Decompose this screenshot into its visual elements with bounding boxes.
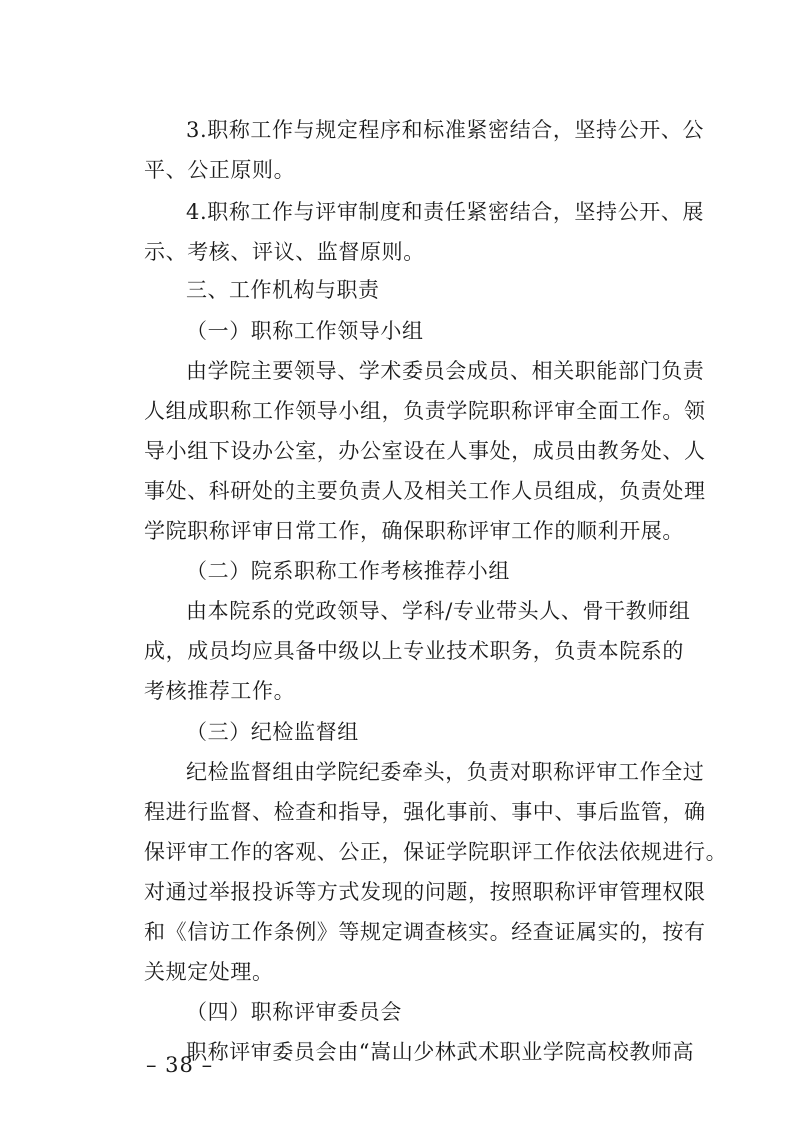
page-number: – 38 – [146, 1053, 214, 1077]
paragraph-line: 职称评审委员会由“嵩山少林武术职业学院高校教师高 [186, 1040, 695, 1064]
paragraph-line: 平、公正原则。 [144, 158, 296, 182]
paragraph-line: 事处、科研处的主要负责人及相关工作人员组成，负责处理 [144, 479, 706, 503]
subsection-heading: （三）纪检监督组 [186, 720, 359, 744]
paragraph-line: 保评审工作的客观、公正，保证学院职评工作依法依规进行。 [144, 840, 728, 864]
subsection-heading: （一）职称工作领导小组 [186, 319, 424, 343]
paragraph-line: 导小组下设办公室，办公室设在人事处，成员由教务处、人 [144, 439, 706, 463]
paragraph-line: 由本院系的党政领导、学科/专业带头人、骨干教师组 [186, 599, 691, 623]
paragraph-line: 学院职称评审日常工作，确保职称评审工作的顺利开展。 [144, 519, 684, 543]
subsection-heading: （二）院系职称工作考核推荐小组 [186, 559, 510, 583]
paragraph-line: 示、考核、评议、监督原则。 [144, 240, 425, 264]
section-heading: 三、工作机构与职责 [186, 278, 380, 302]
paragraph-line: 和《信访工作条例》等规定调查核实。经查证属实的，按有 [144, 920, 706, 944]
paragraph-line: 成，成员均应具备中级以上专业技术职务，负责本院系的 [144, 639, 684, 663]
paragraph-line: 纪检监督组由学院纪委牵头，负责对职称评审工作全过 [186, 760, 705, 784]
paragraph-line: 人组成职称工作领导小组，负责学院职称评审全面工作。领 [144, 399, 706, 423]
paragraph-line: 程进行监督、检查和指导，强化事前、事中、事后监管，确 [144, 800, 706, 824]
paragraph-line: 对通过举报投诉等方式发现的问题，按照职称评审管理权限 [144, 880, 706, 904]
paragraph-line: 关规定处理。 [144, 960, 274, 984]
paragraph-line: 考核推荐工作。 [144, 679, 296, 703]
subsection-heading: （四）职称评审委员会 [186, 1000, 402, 1024]
paragraph-line: 3.职称工作与规定程序和标准紧密结合，坚持公开、公 [186, 118, 705, 142]
paragraph-line: 4.职称工作与评审制度和责任紧密结合，坚持公开、展 [186, 200, 705, 224]
paragraph-line: 由学院主要领导、学术委员会成员、相关职能部门负责 [186, 359, 705, 383]
